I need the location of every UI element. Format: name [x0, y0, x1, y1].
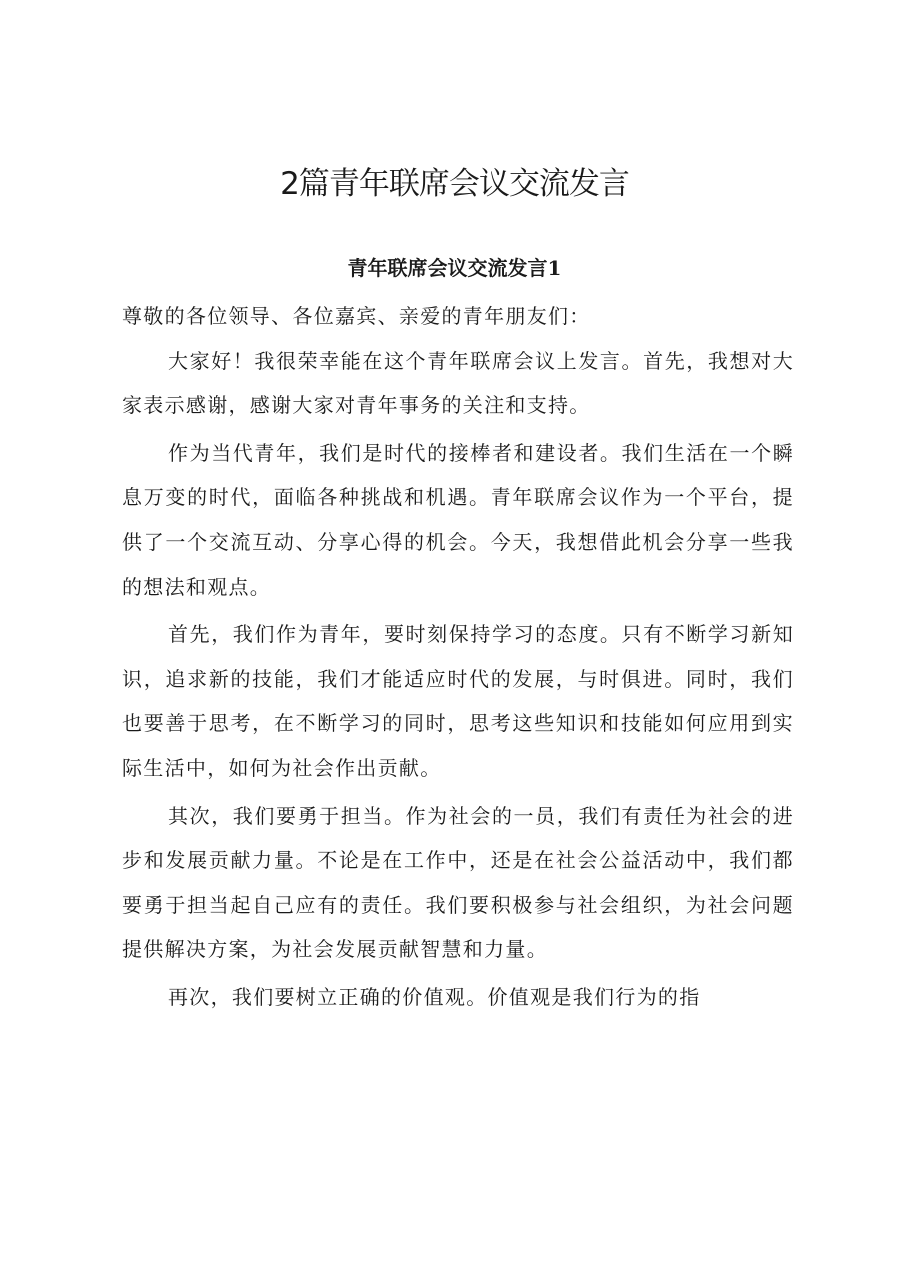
document-body [122, 294, 794, 1020]
paragraph-3: 首先，我们作为青年，要时刻保持学习的态度。只有不断学习新知识，追求新的技能，我们才能适应时代的发展，与时俱进。同时，我们也要善于思考，在不断学习的同时，思考这些知识和技能如何应用到实际生活中，如何为社会作出贡献。 [122, 622, 794, 780]
section-subtitle: 青年联席会议交流发言1 [347, 256, 562, 280]
paragraph-1: 大家好！我很荣幸能在这个青年联席会议上发言。首先，我想对大家表示感谢，感谢大家对青年事务的关注和支持。 [122, 348, 794, 418]
document-title: 2篇青年联席会议交流发言 [280, 166, 629, 202]
paragraph-2: 作为当代青年，我们是时代的接棒者和建设者。我们生活在一个瞬息万变的时代，面临各种挑战和机遇。青年联席会议作为一个平台，提供了一个交流互动、分享心得的机会。今天，我想借此机会分享一些我的想法和观点。 [122, 440, 794, 599]
paragraph-4: 其次，我们要勇于担当。作为社会的一员，我们有责任为社会的进步和发展贡献力量。不论是在工作中，还是在社会公益活动中，我们都要勇于担当起自己应有的责任。我们要积极参与社会组织，为社会问题提供解决方案，为社会发展贡献智慧和力量。 [122, 803, 794, 962]
salutation: 尊敬的各位领导、各位嘉宾、亲爱的青年朋友们： [122, 304, 591, 328]
paragraph-5: 再次，我们要树立正确的价值观。价值观是我们行为的指 [168, 984, 701, 1009]
